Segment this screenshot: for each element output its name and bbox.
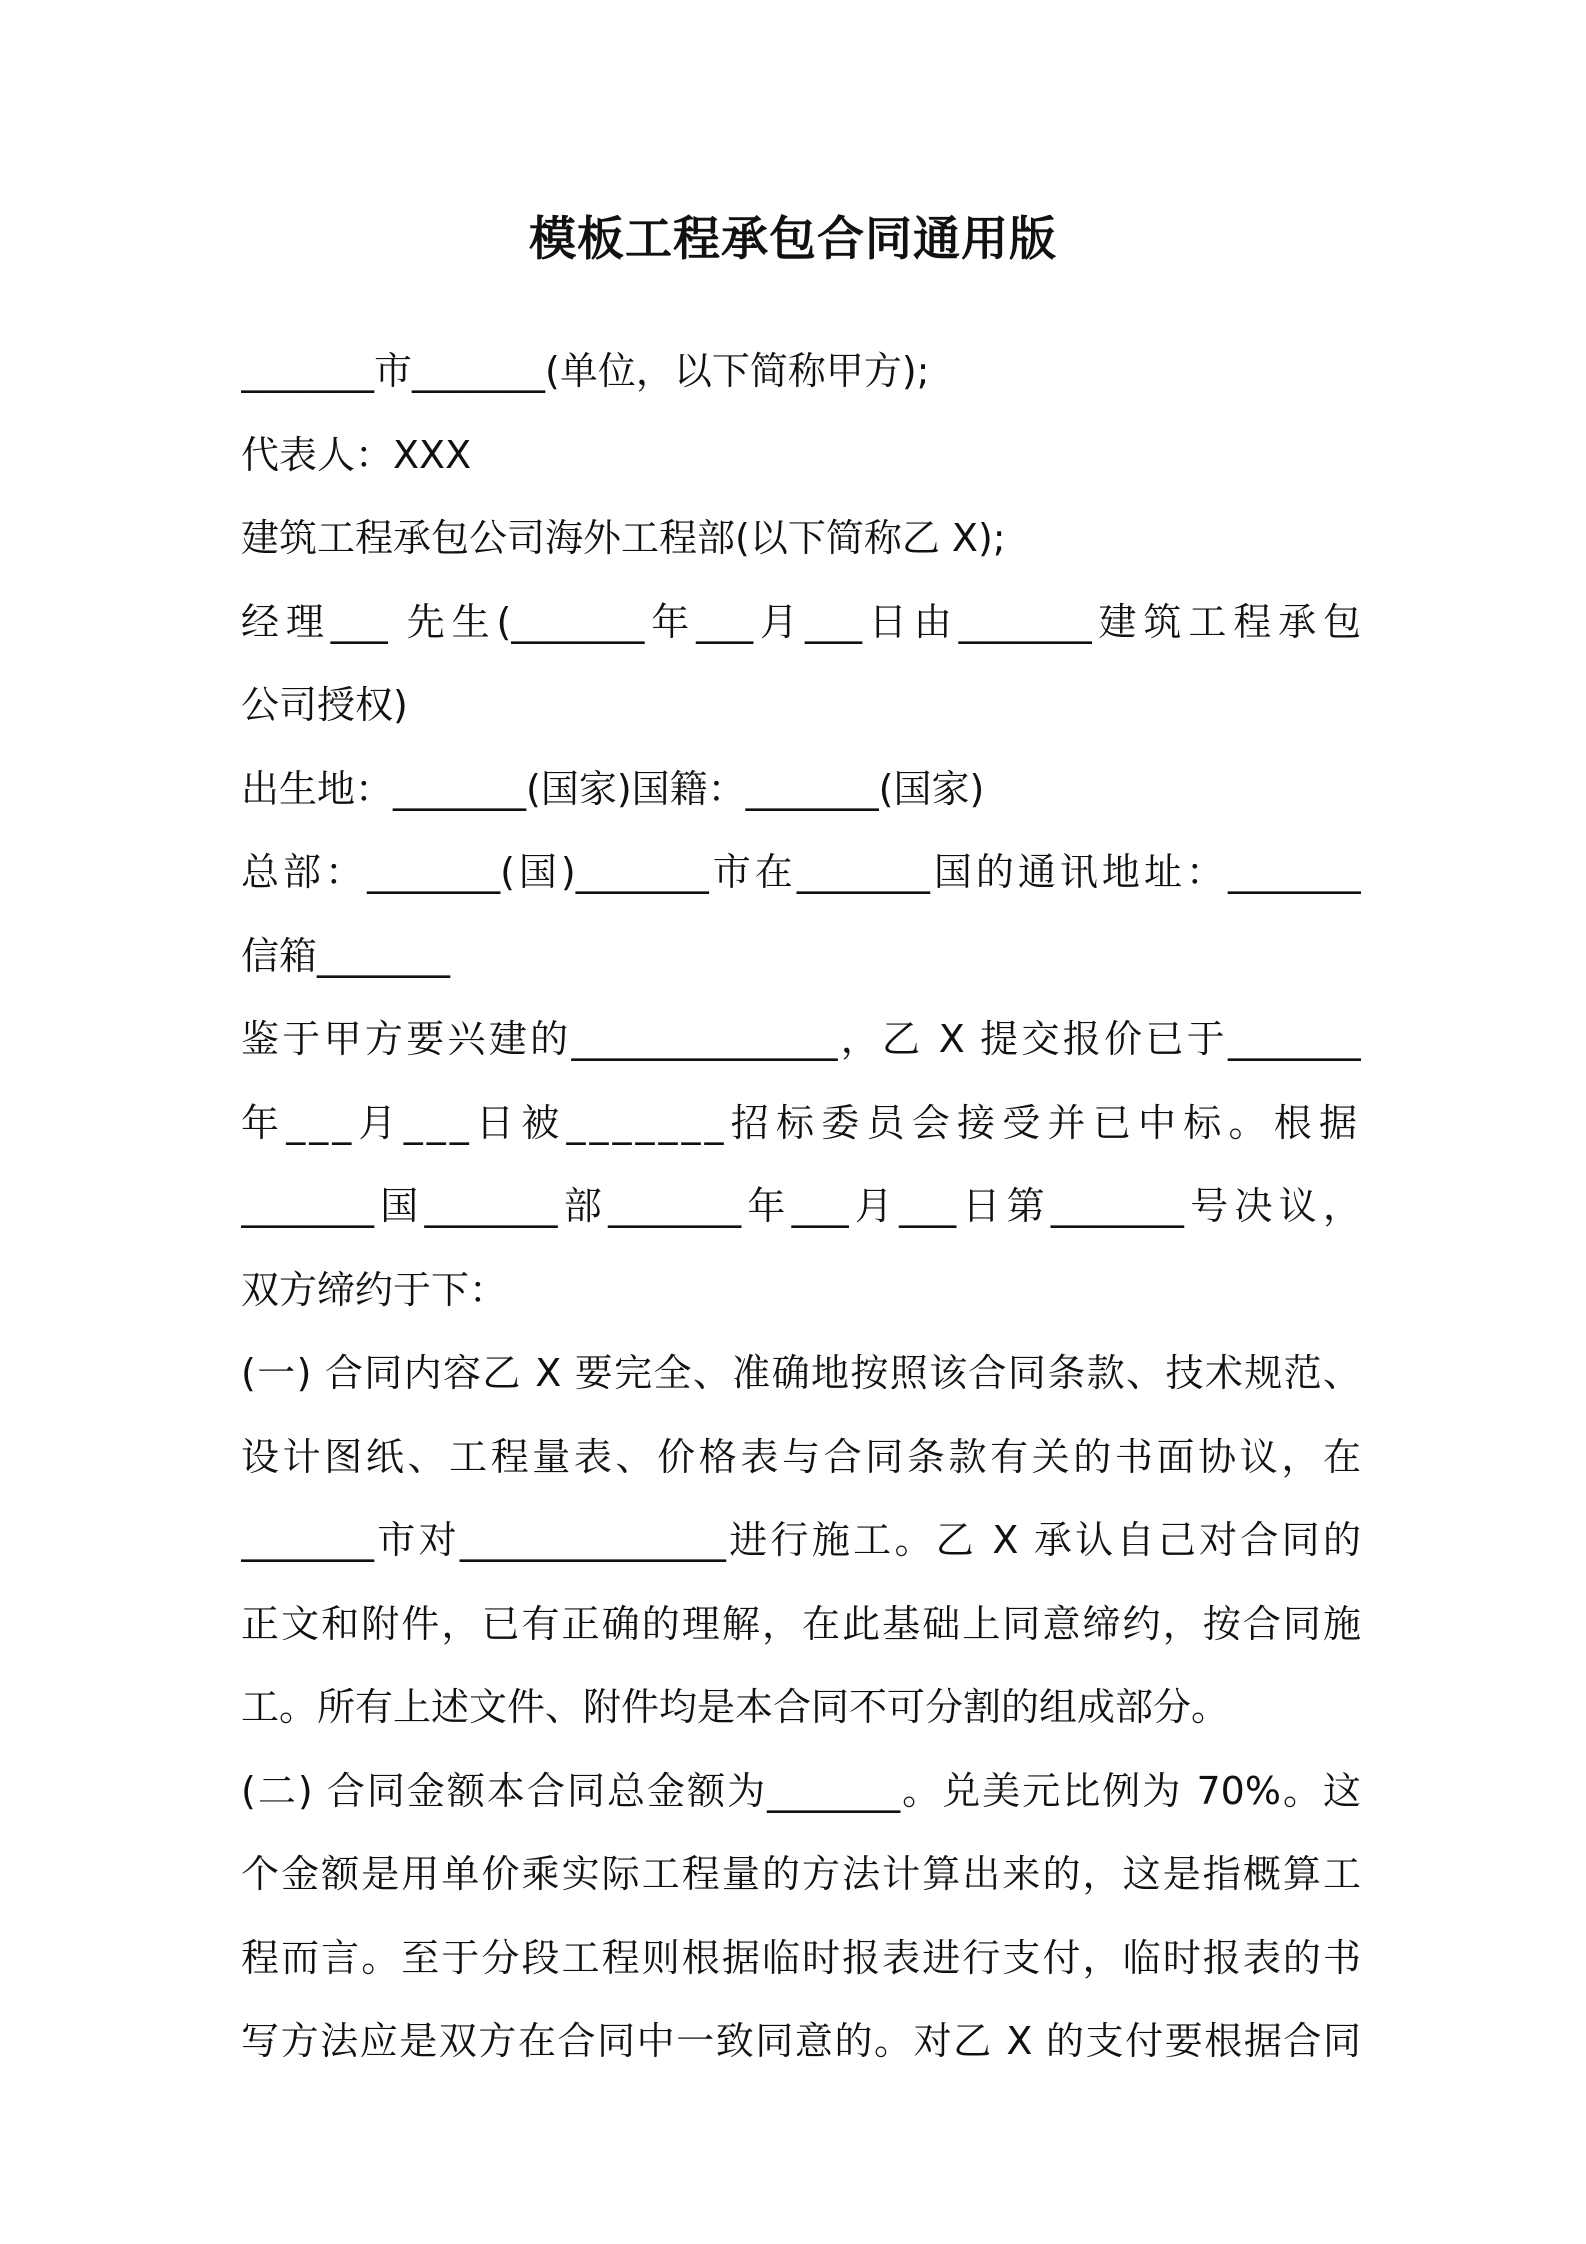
- text-line: 正文和附件，已有正确的理解，在此基础上同意缔约，按合同施: [241, 1601, 1361, 1646]
- document-title: 模板工程承包合同通用版: [529, 212, 1057, 267]
- text-line: _______国_______部_______年___月___日第_______号决议，: [241, 1184, 1361, 1228]
- text-line: 建筑工程承包公司海外工程部(以下简称乙 X);: [241, 516, 1006, 560]
- text-line: _______市_______(单位，以下简称甲方);: [241, 349, 930, 393]
- text-line: 双方缔约于下：: [241, 1267, 508, 1312]
- document-body: [241, 330, 1361, 2084]
- text-line: 设计图纸、工程量表、价格表与合同条款有关的书面协议，在: [241, 1434, 1361, 1479]
- text-line: 工。所有上述文件、附件均是本合同不可分割的组成部分。: [241, 1685, 1230, 1729]
- text-line: 个金额是用单价乘实际工程量的方法计算出来的，这是指概算工: [241, 1852, 1361, 1896]
- text-line: 公司授权): [241, 683, 408, 727]
- text-line: 总部：_______(国)_______市在_______国的通讯地址：_______: [241, 850, 1361, 894]
- text-line: 年___月___日被_______招标委员会接受并已中标。根据: [241, 1100, 1361, 1145]
- text-line: (二) 合同金额本合同总金额为_______。兑美元比例为 70%。这: [241, 1768, 1361, 1813]
- text-line: 信箱_______: [241, 933, 451, 978]
- text-line: 代表人：XXX: [241, 432, 472, 477]
- text-line: 经理___ 先生(_______年___月___日由_______建筑工程承包: [241, 599, 1361, 644]
- text-line: 写方法应是双方在合同中一致同意的。对乙 X 的支付要根据合同: [241, 2019, 1361, 2063]
- text-line: (一) 合同内容乙 X 要完全、准确地按照该合同条款、技术规范、: [241, 1351, 1361, 1395]
- text-line: 程而言。至于分段工程则根据临时报表进行支付，临时报表的书: [241, 1935, 1361, 1980]
- text-line: _______市对______________进行施工。乙 X 承认自己对合同的: [241, 1518, 1361, 1562]
- text-line: 鉴于甲方要兴建的______________，乙 X 提交报价已于_______: [241, 1017, 1361, 1061]
- text-line: 出生地：_______(国家)国籍：_______(国家): [241, 766, 985, 811]
